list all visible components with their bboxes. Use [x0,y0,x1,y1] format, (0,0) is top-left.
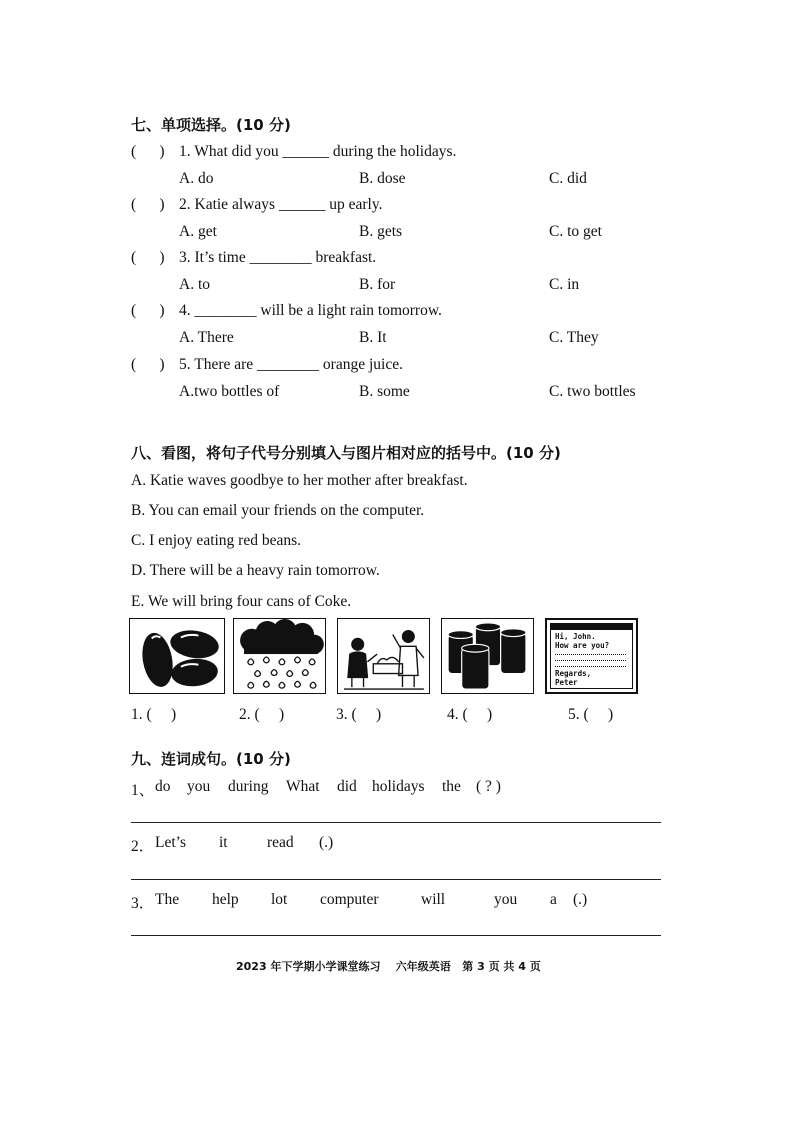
option-b: B. gets [359,223,403,240]
beans-icon [130,619,224,693]
punctuation: (.) [573,891,588,908]
question-stem: 1. What did you ______ during the holidays. [179,143,457,160]
sentence-b: B. You can email your friends on the computer. [131,502,425,519]
answer-slot-4[interactable]: 4. ( ) [447,706,493,723]
answer-paren[interactable]: ( ) [131,302,165,319]
option-b: B. for [359,276,396,293]
sentence-c: C. I enjoy eating red beans. [131,532,302,549]
word: you [494,891,518,908]
word: it [219,834,228,851]
option-a: A. to [179,276,210,293]
word: will [421,891,446,908]
item-number: 1、 [131,782,155,799]
answer-line[interactable] [131,822,661,823]
option-c: C. They [549,329,599,346]
answer-paren[interactable]: ( ) [131,143,165,160]
answer-line[interactable] [131,879,661,880]
word: during [228,778,269,795]
word: the [442,778,461,795]
option-c: C. in [549,276,580,293]
option-c: C. did [549,170,587,187]
punctuation: ( ? ) [476,778,501,795]
option-a: A.two bottles of [179,383,280,400]
section7-title: 七、单项选择。(10 分) [131,116,291,134]
word: The [155,891,180,908]
answer-slot-3[interactable]: 3. ( ) [336,706,382,723]
dotted-line [555,666,626,667]
word: you [187,778,211,795]
beans-picture [129,618,225,694]
item-number: 3． [131,895,155,912]
window-titlebar [551,624,632,630]
option-b: B. It [359,329,387,346]
section8-title: 八、看图，将句子代号分别填入与图片相对应的括号中。(10 分) [131,444,561,462]
question-stem: 5. There are ________ orange juice. [179,356,403,373]
option-c: C. two bottles [549,383,636,400]
email-question: How are you? [555,641,610,650]
option-c: C. to get [549,223,602,240]
word: do [155,778,171,795]
rain-cloud-icon [234,619,325,693]
page-footer: 2023 年下学期小学课堂练习 六年级英语 第 3 页 共 4 页 [236,960,541,973]
word: lot [271,891,288,908]
coke-cans-picture [441,618,534,694]
word: read [267,834,294,851]
word: holidays [372,778,425,795]
option-a: A. do [179,170,214,187]
word: did [337,778,357,795]
cans-icon [442,619,533,693]
word: a [550,891,557,908]
word: What [286,778,320,795]
email-greeting: Hi, John. [555,632,596,641]
email-signature: Peter [555,678,578,687]
sentence-d: D. There will be a heavy rain tomorrow. [131,562,380,579]
item-number: 2． [131,838,155,855]
section9-title: 九、连词成句。(10 分) [131,750,291,768]
rain-cloud-picture [233,618,326,694]
dotted-line [555,660,626,661]
answer-paren[interactable]: ( ) [131,196,165,213]
answer-slot-5[interactable]: 5. ( ) [568,706,614,723]
answer-line[interactable] [131,935,661,936]
question-stem: 4. ________ will be a light rain tomorrow. [179,302,442,319]
word: help [212,891,239,908]
sentence-a: A. Katie waves goodbye to her mother after breakfast. [131,472,468,489]
email-closing: Regards, [555,669,592,678]
word: Let’s [155,834,186,851]
option-a: A. There [179,329,234,346]
answer-paren[interactable]: ( ) [131,249,165,266]
option-a: A. get [179,223,217,240]
word: computer [320,891,379,908]
question-stem: 3. It’s time ________ breakfast. [179,249,377,266]
email-screen [550,623,633,689]
sentence-e: E. We will bring four cans of Coke. [131,593,352,610]
option-b: B. some [359,383,410,400]
waving-goodbye-picture [337,618,430,694]
answer-paren[interactable]: ( ) [131,356,165,373]
waving-people-icon [338,619,429,693]
answer-slot-2[interactable]: 2. ( ) [239,706,285,723]
answer-slot-1[interactable]: 1. ( ) [131,706,177,723]
computer-email-picture [545,618,638,694]
option-b: B. dose [359,170,406,187]
question-stem: 2. Katie always ______ up early. [179,196,383,213]
punctuation: (.) [319,834,334,851]
dotted-line [555,654,626,655]
